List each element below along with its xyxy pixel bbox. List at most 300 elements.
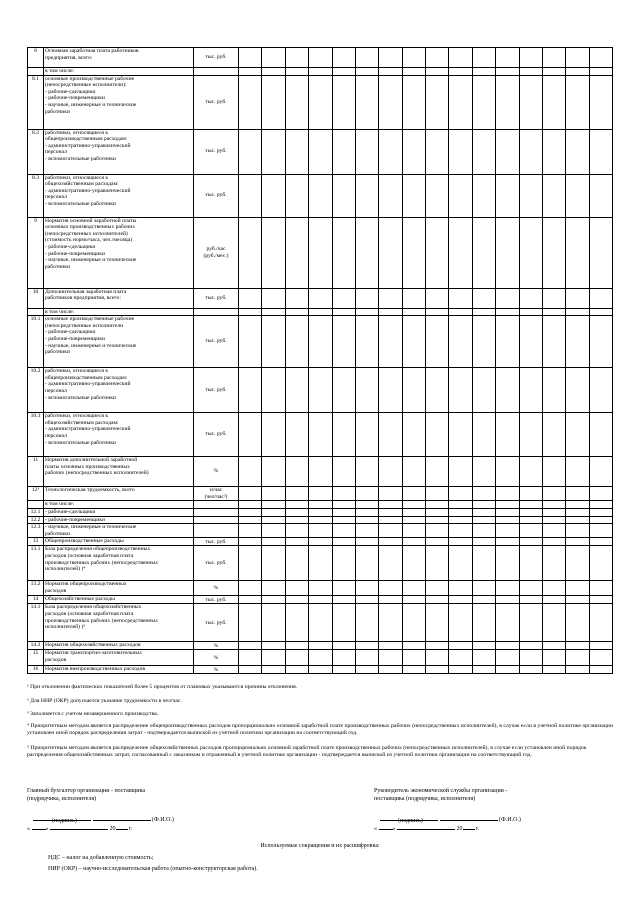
value-cell[interactable]: [332, 666, 355, 674]
value-cell[interactable]: [239, 501, 262, 509]
value-cell[interactable]: [426, 604, 449, 642]
value-cell[interactable]: [449, 516, 472, 524]
value-cell[interactable]: [402, 288, 425, 308]
value-cell[interactable]: [496, 413, 519, 457]
value-cell[interactable]: [566, 516, 589, 524]
value-cell[interactable]: [472, 288, 495, 308]
value-cell[interactable]: [542, 516, 565, 524]
value-cell[interactable]: [589, 217, 612, 288]
value-cell[interactable]: [309, 524, 332, 538]
value-cell[interactable]: [449, 538, 472, 546]
value-cell[interactable]: [449, 604, 472, 642]
value-cell[interactable]: [426, 501, 449, 509]
value-cell[interactable]: [566, 368, 589, 413]
value-cell[interactable]: [542, 48, 565, 68]
value-cell[interactable]: [332, 650, 355, 666]
value-cell[interactable]: [355, 604, 378, 642]
value-cell[interactable]: [262, 642, 285, 650]
value-cell[interactable]: [285, 501, 308, 509]
value-cell[interactable]: [472, 642, 495, 650]
value-cell[interactable]: [262, 174, 285, 217]
value-cell[interactable]: [309, 650, 332, 666]
value-cell[interactable]: [379, 642, 402, 650]
value-cell[interactable]: [402, 368, 425, 413]
value-cell[interactable]: [309, 538, 332, 546]
value-cell[interactable]: [519, 48, 542, 68]
value-cell[interactable]: [402, 516, 425, 524]
value-cell[interactable]: [379, 308, 402, 316]
value-cell[interactable]: [566, 546, 589, 581]
value-cell[interactable]: [332, 516, 355, 524]
value-cell[interactable]: [449, 68, 472, 76]
value-cell[interactable]: [262, 48, 285, 68]
value-cell[interactable]: [379, 413, 402, 457]
value-cell[interactable]: [262, 129, 285, 174]
value-cell[interactable]: [519, 174, 542, 217]
value-cell[interactable]: [589, 516, 612, 524]
value-cell[interactable]: [496, 538, 519, 546]
value-cell[interactable]: [355, 581, 378, 596]
value-cell[interactable]: [355, 650, 378, 666]
value-cell[interactable]: [589, 129, 612, 174]
value-cell[interactable]: [262, 546, 285, 581]
value-cell[interactable]: [402, 538, 425, 546]
value-cell[interactable]: [262, 604, 285, 642]
value-cell[interactable]: [262, 516, 285, 524]
value-cell[interactable]: [402, 501, 425, 509]
value-cell[interactable]: [332, 596, 355, 604]
value-cell[interactable]: [426, 487, 449, 501]
value-cell[interactable]: [426, 413, 449, 457]
value-cell[interactable]: [566, 48, 589, 68]
value-cell[interactable]: [519, 368, 542, 413]
value-cell[interactable]: [332, 129, 355, 174]
value-cell[interactable]: [355, 546, 378, 581]
value-cell[interactable]: [566, 129, 589, 174]
value-cell[interactable]: [355, 174, 378, 217]
value-cell[interactable]: [309, 457, 332, 487]
value-cell[interactable]: [332, 508, 355, 516]
value-cell[interactable]: [566, 308, 589, 316]
value-cell[interactable]: [262, 596, 285, 604]
value-cell[interactable]: [426, 174, 449, 217]
value-cell[interactable]: [519, 538, 542, 546]
value-cell[interactable]: [542, 75, 565, 129]
value-cell[interactable]: [239, 413, 262, 457]
value-cell[interactable]: [262, 368, 285, 413]
value-cell[interactable]: [332, 68, 355, 76]
value-cell[interactable]: [239, 316, 262, 368]
value-cell[interactable]: [402, 174, 425, 217]
value-cell[interactable]: [449, 546, 472, 581]
value-cell[interactable]: [426, 581, 449, 596]
value-cell[interactable]: [426, 368, 449, 413]
value-cell[interactable]: [496, 217, 519, 288]
value-cell[interactable]: [589, 288, 612, 308]
value-cell[interactable]: [519, 596, 542, 604]
value-cell[interactable]: [566, 604, 589, 642]
value-cell[interactable]: [262, 457, 285, 487]
value-cell[interactable]: [472, 68, 495, 76]
value-cell[interactable]: [355, 368, 378, 413]
value-cell[interactable]: [496, 308, 519, 316]
value-cell[interactable]: [309, 68, 332, 76]
value-cell[interactable]: [309, 368, 332, 413]
value-cell[interactable]: [472, 538, 495, 546]
value-cell[interactable]: [566, 413, 589, 457]
value-cell[interactable]: [379, 316, 402, 368]
value-cell[interactable]: [542, 524, 565, 538]
value-cell[interactable]: [542, 642, 565, 650]
value-cell[interactable]: [566, 501, 589, 509]
value-cell[interactable]: [589, 581, 612, 596]
value-cell[interactable]: [239, 538, 262, 546]
value-cell[interactable]: [355, 308, 378, 316]
value-cell[interactable]: [332, 75, 355, 129]
value-cell[interactable]: [542, 129, 565, 174]
value-cell[interactable]: [519, 129, 542, 174]
value-cell[interactable]: [496, 501, 519, 509]
value-cell[interactable]: [449, 288, 472, 308]
value-cell[interactable]: [472, 316, 495, 368]
value-cell[interactable]: [542, 508, 565, 516]
value-cell[interactable]: [472, 368, 495, 413]
value-cell[interactable]: [426, 546, 449, 581]
value-cell[interactable]: [519, 650, 542, 666]
value-cell[interactable]: [285, 650, 308, 666]
value-cell[interactable]: [285, 487, 308, 501]
value-cell[interactable]: [449, 174, 472, 217]
value-cell[interactable]: [472, 581, 495, 596]
value-cell[interactable]: [379, 524, 402, 538]
value-cell[interactable]: [262, 650, 285, 666]
value-cell[interactable]: [426, 457, 449, 487]
value-cell[interactable]: [402, 666, 425, 674]
value-cell[interactable]: [472, 604, 495, 642]
value-cell[interactable]: [239, 75, 262, 129]
value-cell[interactable]: [449, 596, 472, 604]
value-cell[interactable]: [496, 174, 519, 217]
value-cell[interactable]: [496, 516, 519, 524]
value-cell[interactable]: [309, 546, 332, 581]
value-cell[interactable]: [496, 487, 519, 501]
value-cell[interactable]: [239, 508, 262, 516]
value-cell[interactable]: [589, 650, 612, 666]
value-cell[interactable]: [566, 508, 589, 516]
value-cell[interactable]: [472, 308, 495, 316]
value-cell[interactable]: [379, 174, 402, 217]
value-cell[interactable]: [519, 288, 542, 308]
value-cell[interactable]: [472, 546, 495, 581]
value-cell[interactable]: [542, 650, 565, 666]
value-cell[interactable]: [285, 217, 308, 288]
value-cell[interactable]: [332, 581, 355, 596]
value-cell[interactable]: [449, 581, 472, 596]
value-cell[interactable]: [309, 48, 332, 68]
value-cell[interactable]: [566, 666, 589, 674]
value-cell[interactable]: [449, 487, 472, 501]
value-cell[interactable]: [566, 68, 589, 76]
value-cell[interactable]: [309, 581, 332, 596]
value-cell[interactable]: [379, 650, 402, 666]
value-cell[interactable]: [239, 666, 262, 674]
value-cell[interactable]: [262, 487, 285, 501]
value-cell[interactable]: [449, 457, 472, 487]
value-cell[interactable]: [355, 457, 378, 487]
value-cell[interactable]: [309, 413, 332, 457]
value-cell[interactable]: [472, 487, 495, 501]
value-cell[interactable]: [566, 75, 589, 129]
value-cell[interactable]: [426, 68, 449, 76]
value-cell[interactable]: [355, 129, 378, 174]
value-cell[interactable]: [496, 129, 519, 174]
value-cell[interactable]: [355, 75, 378, 129]
value-cell[interactable]: [542, 604, 565, 642]
value-cell[interactable]: [449, 316, 472, 368]
value-cell[interactable]: [309, 642, 332, 650]
value-cell[interactable]: [332, 546, 355, 581]
value-cell[interactable]: [285, 75, 308, 129]
value-cell[interactable]: [542, 368, 565, 413]
value-cell[interactable]: [589, 48, 612, 68]
value-cell[interactable]: [402, 604, 425, 642]
value-cell[interactable]: [589, 546, 612, 581]
value-cell[interactable]: [262, 68, 285, 76]
value-cell[interactable]: [519, 487, 542, 501]
value-cell[interactable]: [402, 508, 425, 516]
value-cell[interactable]: [355, 501, 378, 509]
value-cell[interactable]: [355, 524, 378, 538]
value-cell[interactable]: [496, 288, 519, 308]
value-cell[interactable]: [589, 368, 612, 413]
value-cell[interactable]: [566, 457, 589, 487]
value-cell[interactable]: [309, 75, 332, 129]
value-cell[interactable]: [332, 642, 355, 650]
value-cell[interactable]: [332, 487, 355, 501]
value-cell[interactable]: [472, 596, 495, 604]
value-cell[interactable]: [566, 217, 589, 288]
value-cell[interactable]: [449, 501, 472, 509]
value-cell[interactable]: [379, 457, 402, 487]
value-cell[interactable]: [519, 524, 542, 538]
value-cell[interactable]: [402, 316, 425, 368]
value-cell[interactable]: [496, 75, 519, 129]
value-cell[interactable]: [379, 604, 402, 642]
value-cell[interactable]: [472, 666, 495, 674]
value-cell[interactable]: [309, 596, 332, 604]
value-cell[interactable]: [285, 457, 308, 487]
value-cell[interactable]: [262, 316, 285, 368]
value-cell[interactable]: [496, 48, 519, 68]
value-cell[interactable]: [496, 666, 519, 674]
value-cell[interactable]: [542, 68, 565, 76]
value-cell[interactable]: [379, 546, 402, 581]
value-cell[interactable]: [496, 581, 519, 596]
value-cell[interactable]: [285, 316, 308, 368]
value-cell[interactable]: [262, 501, 285, 509]
value-cell[interactable]: [542, 174, 565, 217]
value-cell[interactable]: [426, 538, 449, 546]
value-cell[interactable]: [542, 546, 565, 581]
value-cell[interactable]: [239, 487, 262, 501]
value-cell[interactable]: [355, 48, 378, 68]
value-cell[interactable]: [285, 288, 308, 308]
value-cell[interactable]: [332, 524, 355, 538]
value-cell[interactable]: [285, 538, 308, 546]
value-cell[interactable]: [426, 666, 449, 674]
value-cell[interactable]: [239, 596, 262, 604]
value-cell[interactable]: [566, 596, 589, 604]
value-cell[interactable]: [402, 642, 425, 650]
value-cell[interactable]: [426, 642, 449, 650]
value-cell[interactable]: [426, 129, 449, 174]
value-cell[interactable]: [589, 596, 612, 604]
value-cell[interactable]: [239, 642, 262, 650]
value-cell[interactable]: [239, 516, 262, 524]
value-cell[interactable]: [542, 288, 565, 308]
value-cell[interactable]: [285, 413, 308, 457]
value-cell[interactable]: [355, 538, 378, 546]
value-cell[interactable]: [239, 524, 262, 538]
value-cell[interactable]: [426, 516, 449, 524]
value-cell[interactable]: [332, 538, 355, 546]
value-cell[interactable]: [332, 48, 355, 68]
value-cell[interactable]: [262, 666, 285, 674]
value-cell[interactable]: [262, 413, 285, 457]
value-cell[interactable]: [332, 316, 355, 368]
value-cell[interactable]: [519, 546, 542, 581]
value-cell[interactable]: [426, 75, 449, 129]
value-cell[interactable]: [496, 68, 519, 76]
value-cell[interactable]: [519, 501, 542, 509]
value-cell[interactable]: [519, 508, 542, 516]
value-cell[interactable]: [355, 68, 378, 76]
value-cell[interactable]: [519, 666, 542, 674]
value-cell[interactable]: [542, 581, 565, 596]
value-cell[interactable]: [519, 316, 542, 368]
value-cell[interactable]: [285, 604, 308, 642]
value-cell[interactable]: [426, 48, 449, 68]
value-cell[interactable]: [542, 596, 565, 604]
value-cell[interactable]: [262, 508, 285, 516]
value-cell[interactable]: [402, 48, 425, 68]
value-cell[interactable]: [379, 48, 402, 68]
value-cell[interactable]: [519, 308, 542, 316]
value-cell[interactable]: [402, 457, 425, 487]
value-cell[interactable]: [566, 581, 589, 596]
value-cell[interactable]: [262, 288, 285, 308]
value-cell[interactable]: [402, 487, 425, 501]
value-cell[interactable]: [355, 508, 378, 516]
value-cell[interactable]: [309, 288, 332, 308]
value-cell[interactable]: [355, 413, 378, 457]
value-cell[interactable]: [355, 316, 378, 368]
value-cell[interactable]: [589, 524, 612, 538]
value-cell[interactable]: [285, 68, 308, 76]
value-cell[interactable]: [542, 666, 565, 674]
value-cell[interactable]: [589, 642, 612, 650]
value-cell[interactable]: [239, 288, 262, 308]
value-cell[interactable]: [589, 501, 612, 509]
value-cell[interactable]: [449, 48, 472, 68]
value-cell[interactable]: [402, 546, 425, 581]
value-cell[interactable]: [519, 217, 542, 288]
value-cell[interactable]: [285, 48, 308, 68]
value-cell[interactable]: [379, 68, 402, 76]
value-cell[interactable]: [426, 650, 449, 666]
value-cell[interactable]: [566, 174, 589, 217]
value-cell[interactable]: [309, 174, 332, 217]
value-cell[interactable]: [449, 129, 472, 174]
value-cell[interactable]: [589, 604, 612, 642]
value-cell[interactable]: [309, 604, 332, 642]
value-cell[interactable]: [449, 508, 472, 516]
value-cell[interactable]: [309, 666, 332, 674]
value-cell[interactable]: [379, 516, 402, 524]
value-cell[interactable]: [379, 129, 402, 174]
value-cell[interactable]: [309, 487, 332, 501]
value-cell[interactable]: [519, 516, 542, 524]
value-cell[interactable]: [239, 650, 262, 666]
value-cell[interactable]: [496, 604, 519, 642]
value-cell[interactable]: [285, 516, 308, 524]
value-cell[interactable]: [566, 650, 589, 666]
value-cell[interactable]: [285, 666, 308, 674]
value-cell[interactable]: [542, 308, 565, 316]
value-cell[interactable]: [426, 316, 449, 368]
value-cell[interactable]: [239, 174, 262, 217]
value-cell[interactable]: [262, 308, 285, 316]
value-cell[interactable]: [309, 516, 332, 524]
value-cell[interactable]: [355, 288, 378, 308]
value-cell[interactable]: [285, 546, 308, 581]
value-cell[interactable]: [566, 642, 589, 650]
value-cell[interactable]: [379, 596, 402, 604]
value-cell[interactable]: [379, 288, 402, 308]
value-cell[interactable]: [589, 538, 612, 546]
value-cell[interactable]: [589, 174, 612, 217]
value-cell[interactable]: [285, 308, 308, 316]
value-cell[interactable]: [426, 217, 449, 288]
value-cell[interactable]: [472, 413, 495, 457]
value-cell[interactable]: [589, 413, 612, 457]
value-cell[interactable]: [309, 508, 332, 516]
value-cell[interactable]: [239, 546, 262, 581]
value-cell[interactable]: [472, 75, 495, 129]
value-cell[interactable]: [285, 174, 308, 217]
value-cell[interactable]: [379, 581, 402, 596]
value-cell[interactable]: [285, 596, 308, 604]
value-cell[interactable]: [285, 508, 308, 516]
value-cell[interactable]: [542, 217, 565, 288]
value-cell[interactable]: [472, 457, 495, 487]
value-cell[interactable]: [542, 457, 565, 487]
value-cell[interactable]: [239, 68, 262, 76]
value-cell[interactable]: [589, 487, 612, 501]
value-cell[interactable]: [566, 288, 589, 308]
value-cell[interactable]: [239, 457, 262, 487]
value-cell[interactable]: [402, 68, 425, 76]
value-cell[interactable]: [496, 546, 519, 581]
value-cell[interactable]: [472, 174, 495, 217]
value-cell[interactable]: [402, 596, 425, 604]
value-cell[interactable]: [379, 487, 402, 501]
value-cell[interactable]: [449, 642, 472, 650]
value-cell[interactable]: [309, 316, 332, 368]
value-cell[interactable]: [449, 524, 472, 538]
value-cell[interactable]: [426, 308, 449, 316]
value-cell[interactable]: [332, 368, 355, 413]
